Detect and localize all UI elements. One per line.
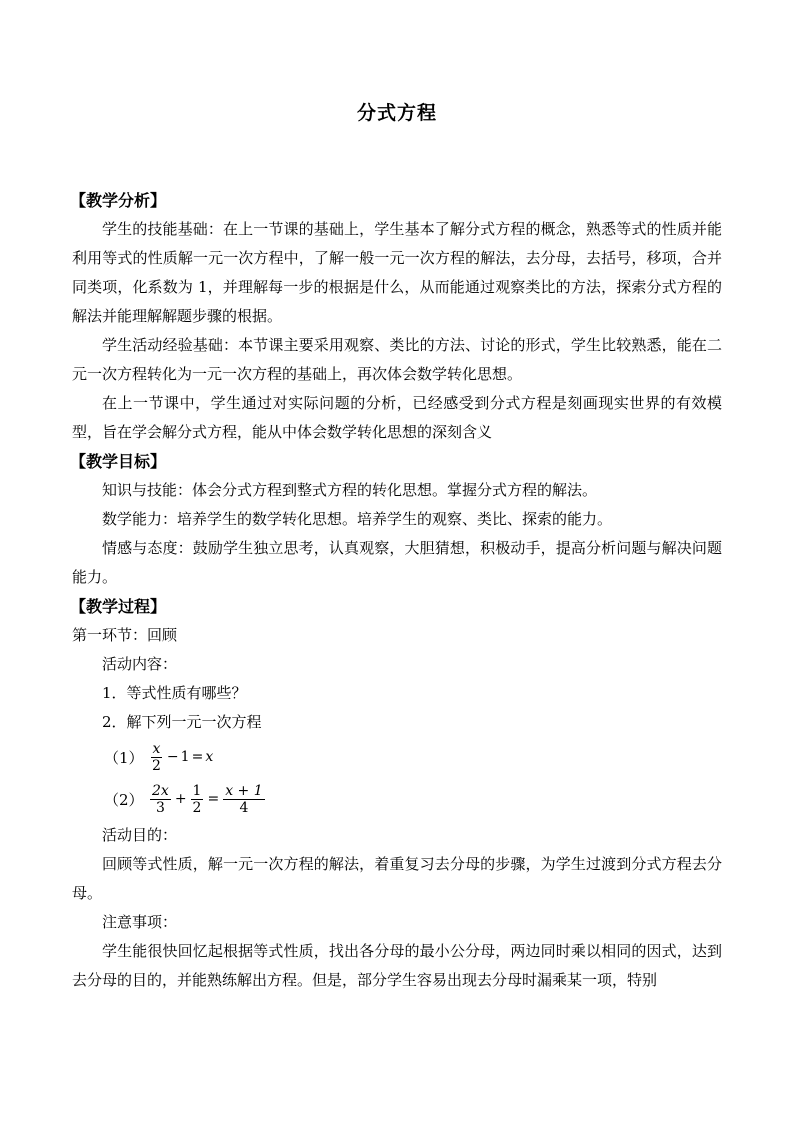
fraction (150, 741, 163, 774)
fraction (191, 783, 204, 816)
paragraph: 知识与技能：体会分式方程到整式方程的转化思想。掌握分式方程的解法。 (102, 481, 598, 499)
paragraph: 学生的技能基础：在上一节课的基础上，学生基本了解分式方程的概念，熟悉等式的性质并能利用等式的性质解一元一次方程中，了解一般一元一次方程的解法，去分母，去括号，移项，合并同类项，化系数为 1，并理解每一步的根据是什么，从而能通过观察类比的方法，探索分式方程的解法并能理解解题步骤的根据。 (72, 220, 722, 325)
page-title: 分式方程 (356, 102, 437, 124)
paragraph: 数学能力：培养学生的数学转化思想。培养学生的观察、类比、探索的能力。 (102, 510, 613, 528)
plus-sign: + (174, 791, 187, 807)
equation-label: （2） (104, 790, 144, 809)
section-heading-objectives: 【教学目标】 (70, 452, 167, 471)
fraction-numerator: 2x (152, 782, 169, 799)
fraction-denominator: 2 (192, 799, 202, 816)
activity-content-label: 活动内容： (102, 655, 178, 673)
fraction-numerator: 1 (192, 782, 202, 799)
paragraph: 回顾等式性质，解一元一次方程的解法，着重复习去分母的步骤，为学生过渡到分式方程去分母。 (72, 855, 722, 902)
equation-label: （1） (104, 748, 144, 767)
activity-goal-label: 活动目的： (102, 826, 178, 844)
equation-expression (148, 783, 267, 816)
fraction (223, 783, 264, 816)
minus-sign: − (166, 749, 179, 765)
constant: 1 (180, 749, 190, 765)
fraction-denominator: 4 (239, 799, 249, 816)
section-heading-analysis: 【教学分析】 (70, 191, 167, 210)
fraction-denominator: 2 (152, 757, 161, 774)
document-body (72, 186, 722, 995)
paragraph: 情感与态度：鼓励学生独立思考，认真观察，大胆猜想，积极动手，提高分析问题与解决问题能力。 (72, 539, 722, 586)
paragraph: 学生活动经验基础：本节课主要采用观察、类比的方法、讨论的形式，学生比较熟悉，能在二元一次方程转化为一元一次方程的基础上，再次体会数学转化思想。 (72, 336, 722, 383)
section-heading-process: 【教学过程】 (70, 597, 167, 616)
paragraph: 在上一节课中，学生通过对实际问题的分析，已经感受到分式方程是刻画现实世界的有效模型，旨在学会解分式方程，能从中体会数学转化思想的深刻含义 (72, 394, 722, 441)
fraction-numerator: x + 1 (225, 782, 263, 799)
fraction (150, 783, 171, 816)
fraction-numerator: x (152, 740, 161, 757)
equation-1 (72, 737, 722, 777)
notes-label: 注意事项： (102, 913, 178, 931)
list-item: 2．解下列一元一次方程 (102, 713, 262, 731)
fraction-denominator: 3 (155, 799, 165, 816)
equals-sign: = (191, 749, 204, 765)
equation-2 (72, 777, 722, 821)
list-item: 1．等式性质有哪些？ (102, 684, 247, 702)
variable: x (205, 749, 214, 765)
equals-sign: = (207, 791, 220, 807)
paragraph: 学生能很快回忆起根据等式性质，找出各分母的最小公分母，两边同时乘以相同的因式，达到去分母的目的，并能熟练解出方程。但是，部分学生容易出现去分母时漏乘某一项，特别 (72, 942, 722, 989)
step-title: 第一环节：回顾 (72, 626, 178, 644)
equation-expression (148, 741, 213, 774)
